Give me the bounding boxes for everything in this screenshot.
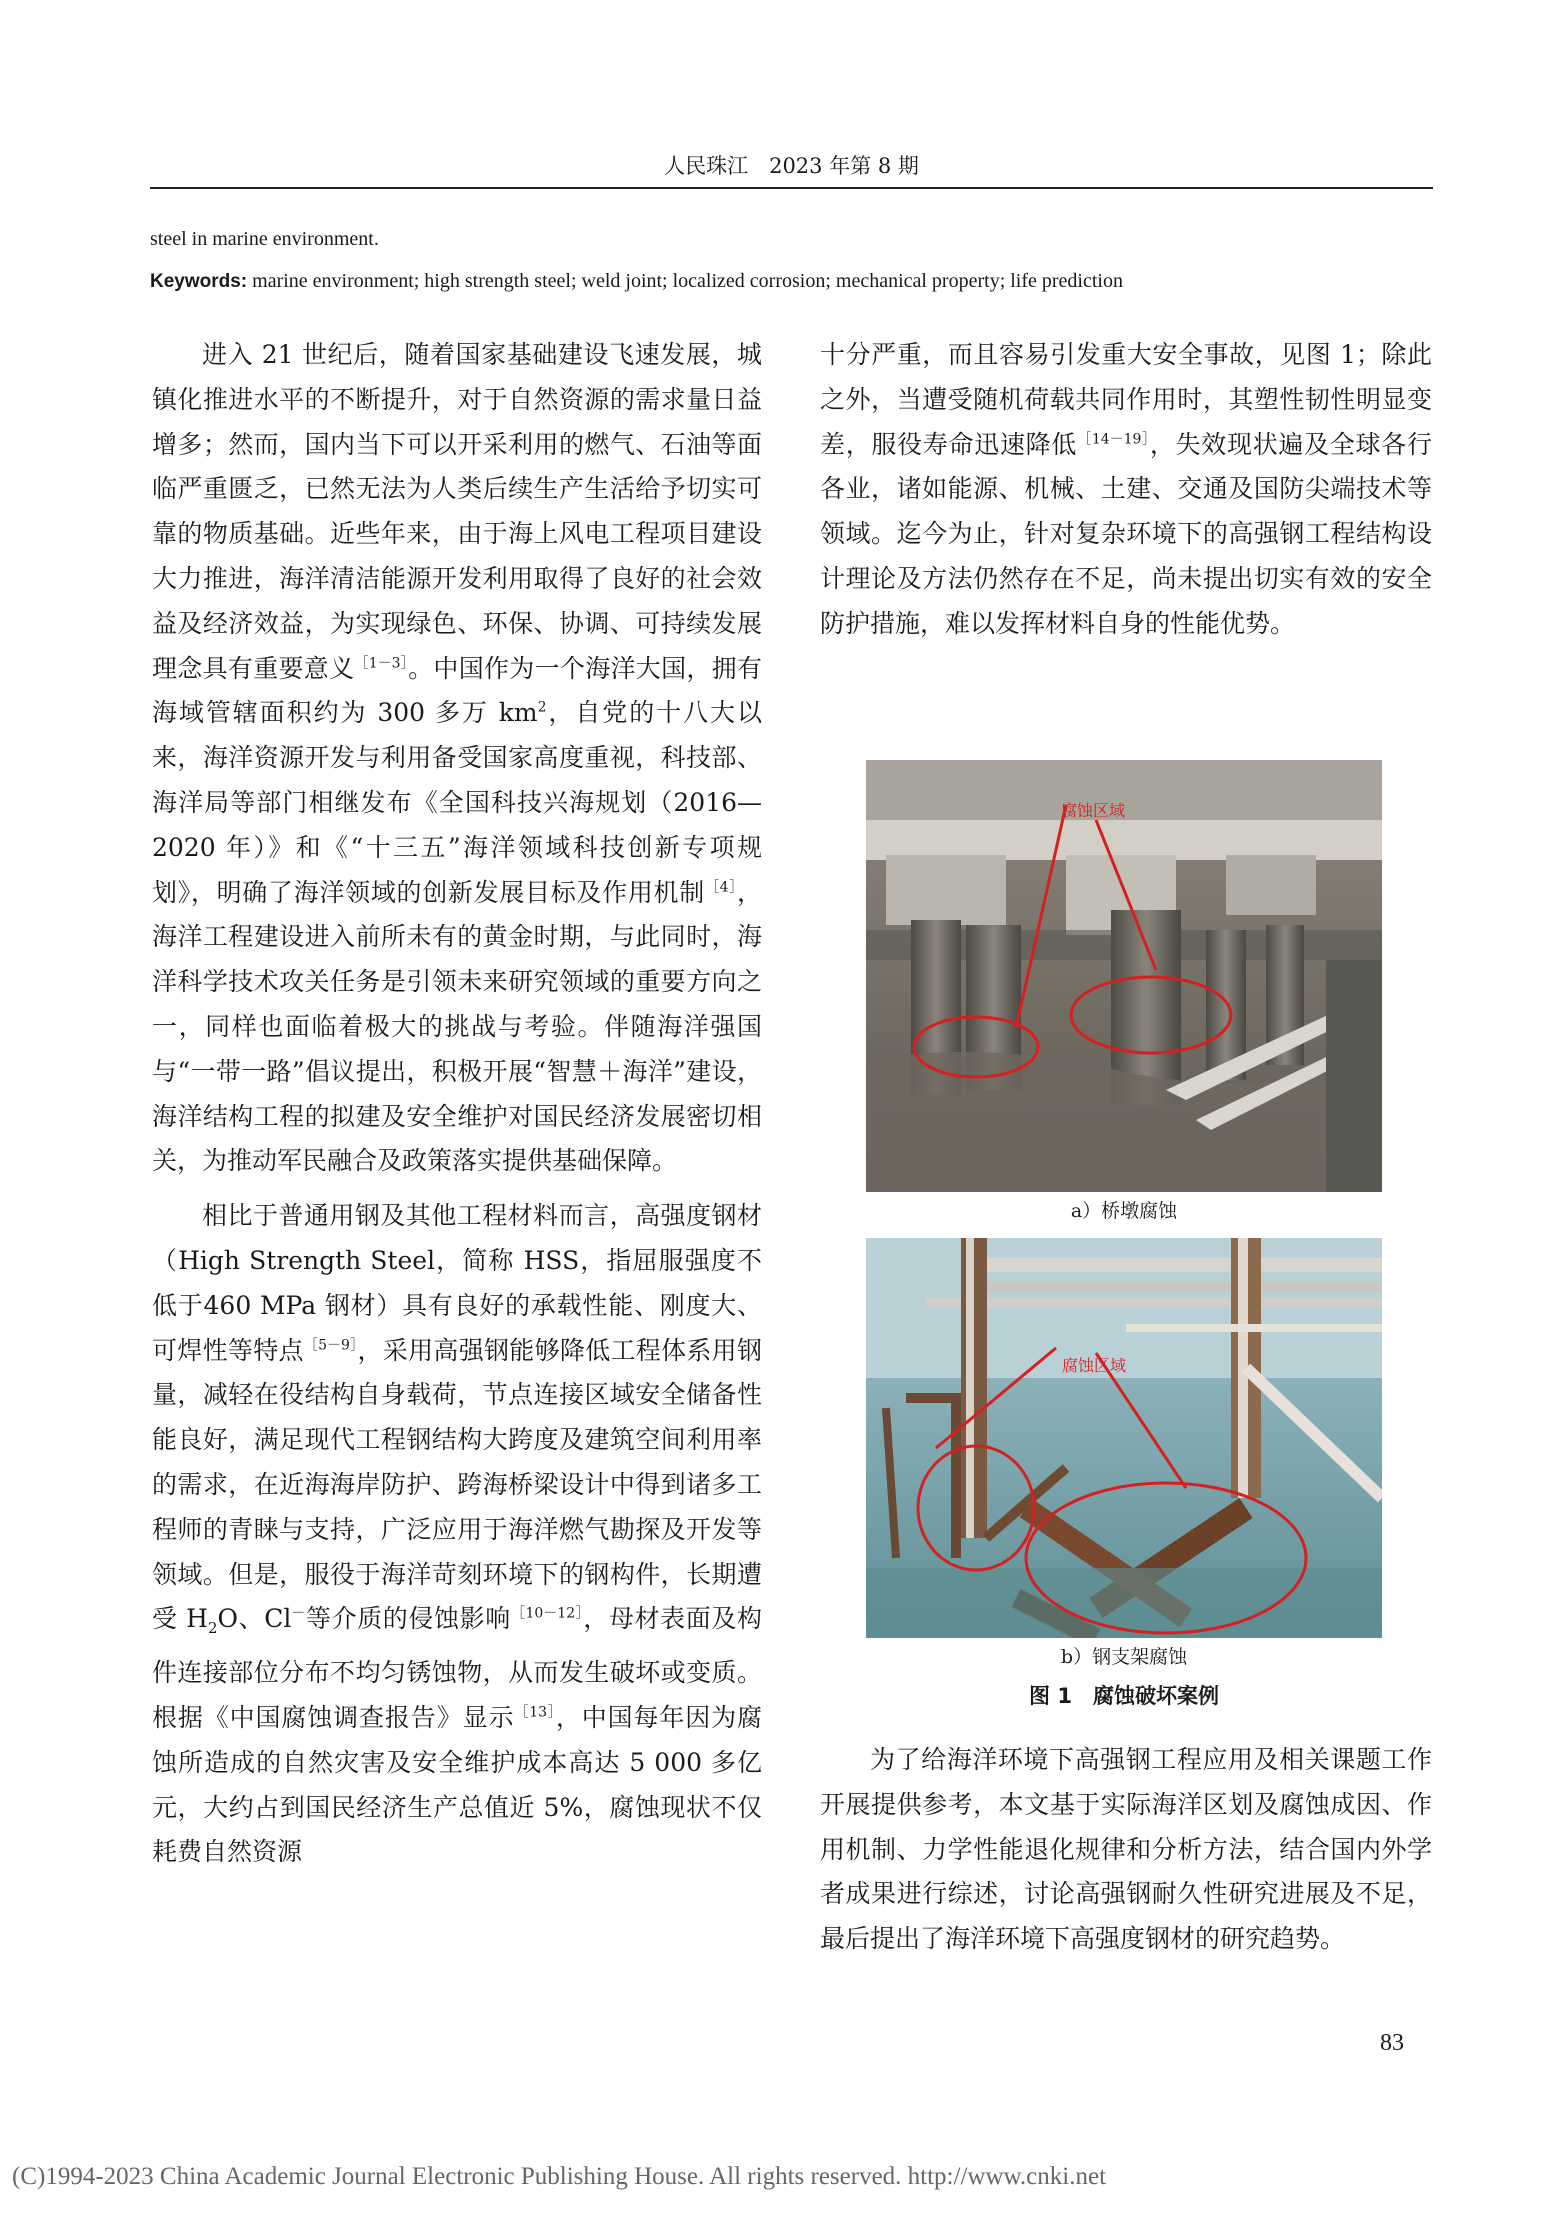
citation: ［13］ xyxy=(514,1704,556,1721)
citation: ［4］ xyxy=(704,879,737,896)
intro-text-a: 进入 21 世纪后，随着国家基础建设飞速发展，城镇化推进水平的不断提升，对于自然资源的需求量日益增多；然而，国内当下可以开采利用的燃气、石油等面临严重匮乏，已然无法为人类后续生产生活给予切实可靠的物质基础。近些年来，由于海上风电工程项目建设大力推进，海洋清洁能源开发利用取得了良好的社会效益及经济效益，为实现绿色、环保、协调、可持续发展理念具有重要意义 xyxy=(152,340,762,683)
corrosion-label-b: 腐蚀区域 xyxy=(1062,1356,1127,1375)
cont-text-a: 十分严重，而且容易引发重大安全事故，见图 1；除此之外，当遭受随机荷载共同作用时，其塑性韧性明显变差，服役寿命迅速降低 xyxy=(820,340,1432,459)
right-column xyxy=(820,333,1432,647)
caption-b: b）钢支架腐蚀 xyxy=(1060,1646,1188,1668)
abstract-tail: steel in marine environment. xyxy=(150,228,379,250)
right-column-lower xyxy=(820,1738,1432,1962)
intro-text-b: 。中国作为一个海洋大国，拥有海域管辖面积约为 300 多万 km xyxy=(152,653,762,728)
hss-text-a: 相比于普通用钢及其他工程材料而言，高强度钢材（High Strength Steel，简称 HSS，指屈服强度不低于460 MPa 钢材）具有良好的承载性能、刚度大、可焊性等特点 xyxy=(152,1201,762,1365)
cont-text-b: ，失效现状遍及全球各行各业，诸如能源、机械、土建、交通及国防尖端技术等领域。迄今为止，针对复杂环境下的高强钢工程结构设计理论及方法仍然存在不足，尚未提出切实有效的安全防护措施，难以发挥材料自身的性能优势。 xyxy=(820,429,1432,638)
header-rule xyxy=(150,187,1433,189)
hss-text-e: ，母材表面及构件连接部位分布不均匀锈蚀物，从而发生破坏或变质。根据《中国腐蚀调查报告》显示 xyxy=(152,1604,762,1732)
paragraph-continued xyxy=(820,333,1432,647)
keywords-label: Keywords: xyxy=(150,271,248,292)
figure-photo-steel-frame xyxy=(866,1238,1382,1638)
paragraph-hss xyxy=(152,1194,762,1875)
figure-photo-bridge-pier xyxy=(866,760,1382,1192)
hss-text-f: ，中国每年因为腐蚀所造成的自然灾害及安全维护成本高达 5 000 多亿元，大约占到国民经济生产总值近 5%，腐蚀现状不仅耗费自然资源 xyxy=(152,1702,762,1867)
steel-frame-illustration xyxy=(866,1238,1382,1638)
superscript: － xyxy=(291,1605,306,1622)
citation: ［10－12］ xyxy=(510,1605,584,1622)
hss-text-d: 等介质的侵蚀影响 xyxy=(305,1604,511,1634)
caption-a: a）桥墩腐蚀 xyxy=(1070,1200,1178,1222)
keywords-text: marine environment; high strength steel; weld joint; localized corrosion; mechanical property; life prediction xyxy=(247,270,1123,292)
copyright-footer: (C)1994-2023 China Academic Journal Electronic Publishing House. All rights reserved. http://www.cnki.net xyxy=(12,2163,1107,2190)
hss-text-c: O、Cl xyxy=(217,1604,292,1634)
paragraph-purpose: 为了给海洋环境下高强钢工程应用及相关课题工作开展提供参考，本文基于实际海洋区划及腐蚀成因、作用机制、力学性能退化规律和分析方法，结合国内外学者成果进行综述，讨论高强钢耐久性研究进展及不足，最后提出了海洋环境下高强度钢材的研究趋势。 xyxy=(820,1745,1432,1954)
citation: ［1－3］ xyxy=(354,655,409,672)
intro-text-d: ，海洋工程建设进入前所未有的黄金时期，与此同时，海洋科学技术攻关任务是引领未来研究领域的重要方向之一，同样也面临着极大的挑战与考验。伴随海洋强国与“一带一路”倡议提出，积极开展“智慧＋海洋”建设，海洋结构工程的拟建及安全维护对国民经济发展密切相关，为推动军民融合及政策落实提供基础保障。 xyxy=(152,877,763,1176)
citation: ［5－9］ xyxy=(303,1337,358,1354)
intro-text-c: ，自党的十八大以来，海洋资源开发与利用备受国家高度重视，科技部、海洋局等部门相继发布《全国科技兴海规划（2016—2020 年）》和《“十三五”海洋领域科技创新专项规划》，明确了海洋领域的创新发展目标及作用机制 xyxy=(152,698,762,907)
figure-title: 图 1 腐蚀破坏案例 xyxy=(1029,1684,1219,1708)
subscript: 2 xyxy=(207,1619,218,1638)
paragraph-intro xyxy=(152,333,762,1184)
bridge-pier-illustration xyxy=(866,760,1382,1192)
corrosion-label-a: 腐蚀区域 xyxy=(1061,801,1126,820)
citation: ［14－19］ xyxy=(1077,431,1150,448)
keywords-line xyxy=(150,270,1123,293)
hss-text-b: ，采用高强钢能够降低工程体系用钢量，减轻在役结构自身载荷，节点连接区域安全储备性能良好，满足现代工程钢结构大跨度及建筑空间利用率的需求，在近海海岸防护、跨海桥梁设计中得到诸多工程师的青睐与支持，广泛应用于海洋燃气勘探及开发等领域。但是，服役于海洋苛刻环境下的钢构件，长期遭受 H xyxy=(152,1335,762,1634)
page-number: 83 xyxy=(1380,2030,1404,2056)
superscript: 2 xyxy=(537,700,547,717)
running-header: 人民珠江 2023 年第 8 期 xyxy=(664,154,919,178)
left-column xyxy=(152,333,762,1875)
